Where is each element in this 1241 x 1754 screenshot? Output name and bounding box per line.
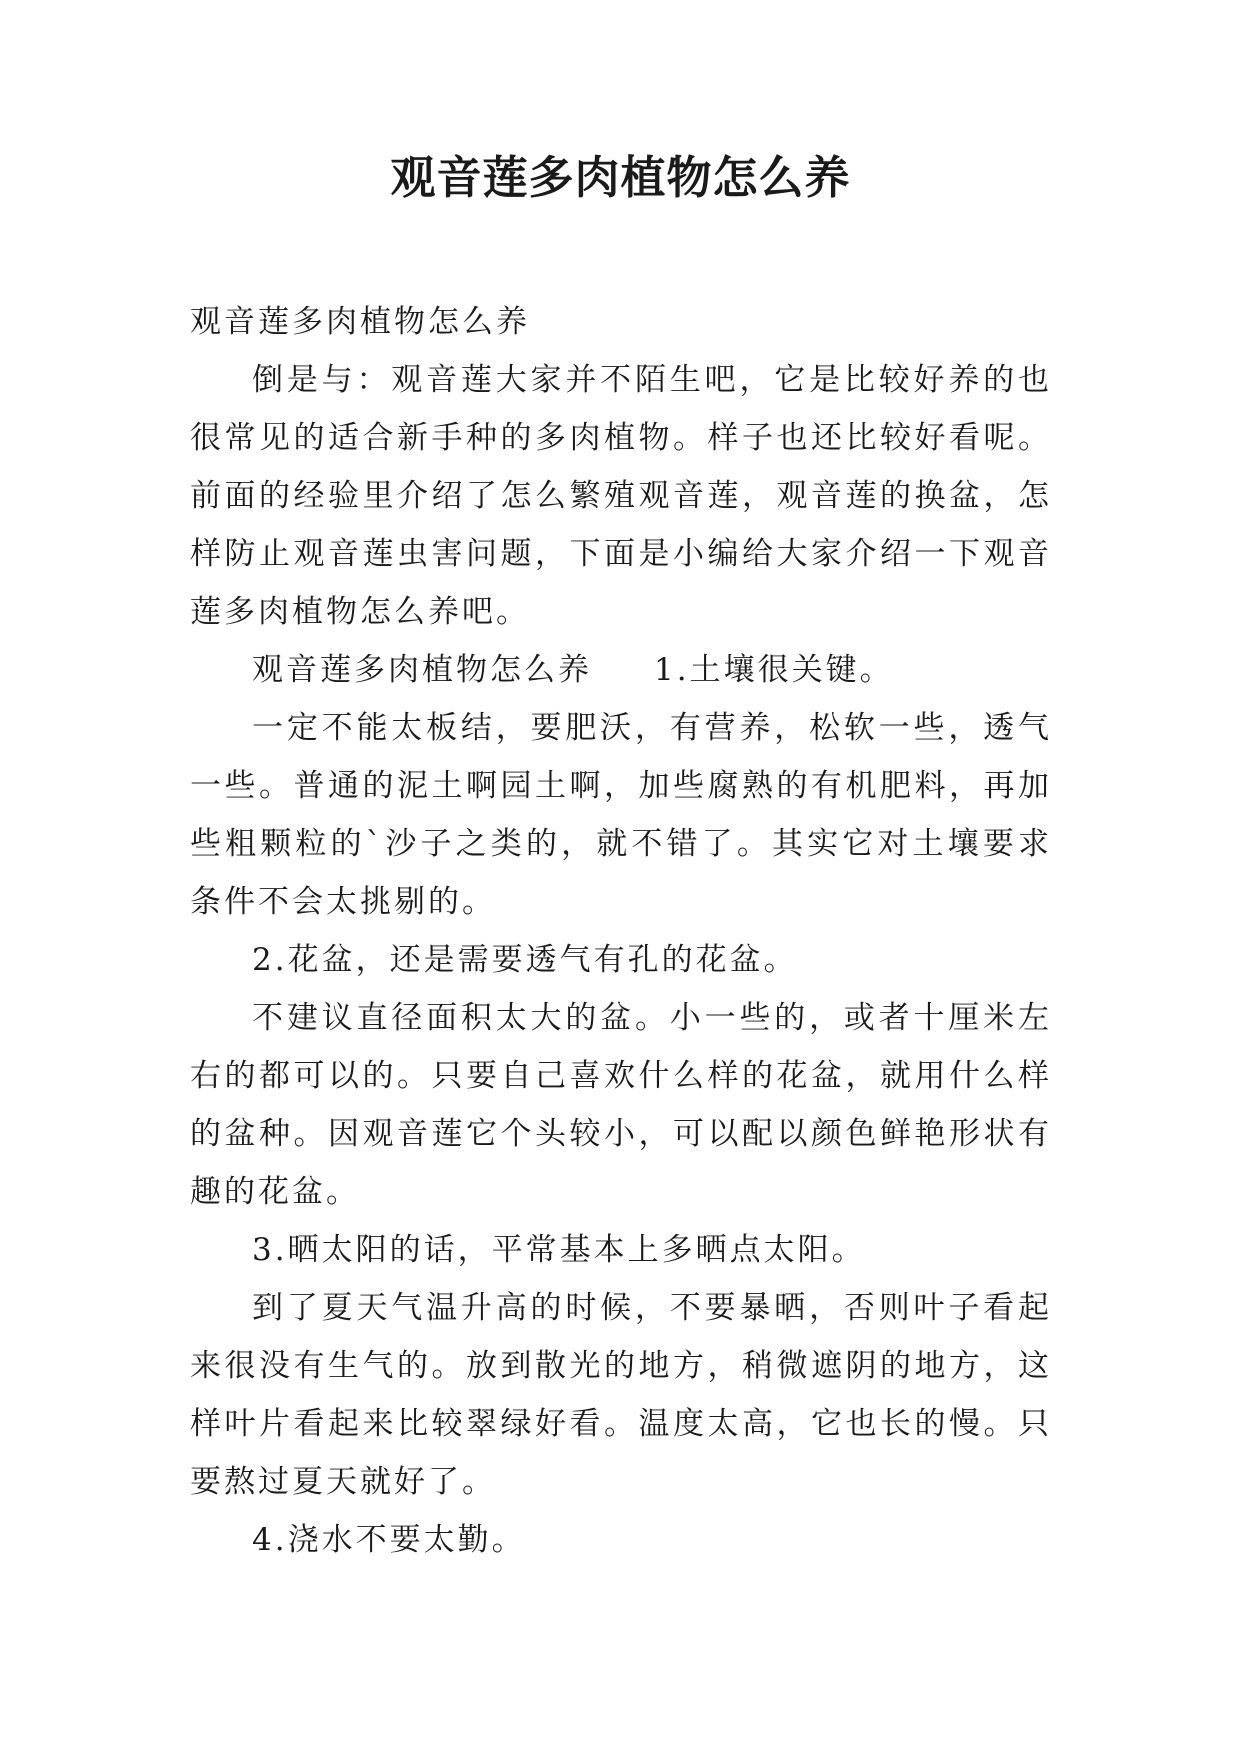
point2-paragraph: 不建议直径面积太大的盆。小一些的，或者十厘米左右的都可以的。只要自己喜欢什么样的花盆，就用什么样的盆种。因观音莲它个头较小，可以配以颜色鲜艳形状有趣的花盆。: [190, 1000, 1052, 1210]
point3-heading: 3.晒太阳的话，平常基本上多晒点太阳。: [252, 1232, 866, 1268]
document-title: 观音莲多肉植物怎么养: [390, 151, 851, 204]
intro-paragraph: 倒是与：观音莲大家并不陌生吧，它是比较好养的也很常见的适合新手种的多肉植物。样子也还比较好看呢。前面的经验里介绍了怎么繁殖观音莲，观音莲的换盆，怎样防止观音莲虫害问题，下面是小编给大家介绍一下观音莲多肉植物怎么养吧。: [190, 362, 1052, 630]
document-subtitle: 观音莲多肉植物怎么养: [190, 304, 530, 340]
section-heading-line: [190, 641, 1052, 699]
point4-heading: 4.浇水不要太勤。: [252, 1522, 526, 1558]
point1-paragraph: 一定不能太板结，要肥沃，有营养，松软一些，透气一些。普通的泥土啊园土啊，加些腐熟的有机肥料，再加些粗颗粒的`沙子之类的，就不错了。其实它对土壤要求条件不会太挑剔的。: [190, 710, 1052, 920]
point1-heading: 1.土壤很关键。: [654, 652, 894, 688]
point2-heading: 2.花盆，还是需要透气有孔的花盆。: [252, 942, 798, 978]
point3-paragraph: 到了夏天气温升高的时候，不要暴晒，否则叶子看起来很没有生气的。放到散光的地方，稍微遮阴的地方，这样叶片看起来比较翠绿好看。温度太高，它也长的慢。只要熬过夏天就好了。: [190, 1290, 1052, 1500]
document-body: [190, 293, 1052, 1569]
section-heading: 观音莲多肉植物怎么养: [252, 652, 592, 688]
